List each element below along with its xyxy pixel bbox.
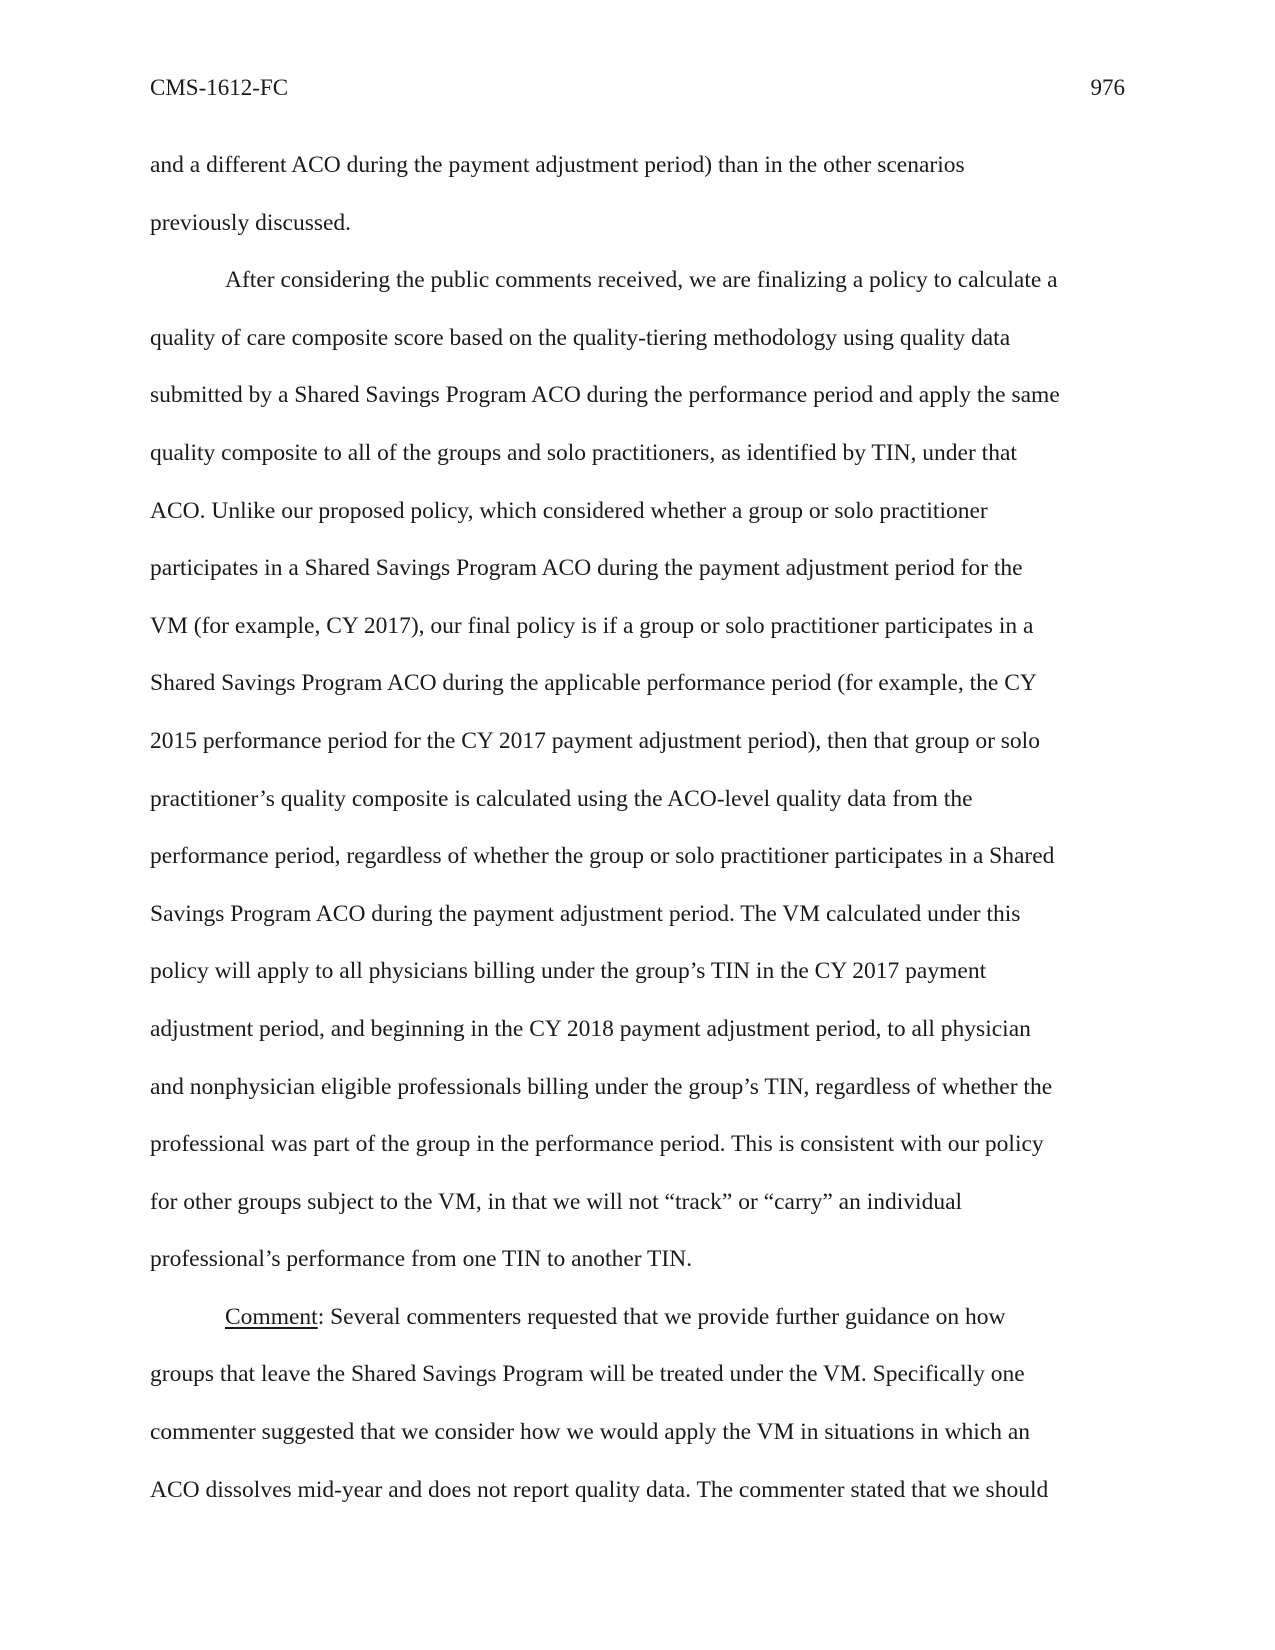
body-line: previously discussed.	[150, 209, 352, 236]
body-line: for other groups subject to the VM, in that we will not “track” or “carry” an individual	[150, 1188, 963, 1215]
body-line: Shared Savings Program ACO during the applicable performance period (for example, the CY	[150, 670, 1037, 697]
page-number: 976	[1090, 75, 1125, 100]
body-line: ACO. Unlike our proposed policy, which considered whether a group or solo practitioner	[150, 497, 988, 524]
page-header	[150, 70, 1125, 106]
comment-line	[150, 1289, 1125, 1347]
body-line: groups that leave the Shared Savings Program will be treated under the VM. Specifically one	[150, 1361, 1025, 1388]
paragraph-start-line: After considering the public comments received, we are finalizing a policy to calculate a	[225, 267, 1058, 294]
body-line: Savings Program ACO during the payment adjustment period. The VM calculated under this	[150, 900, 1021, 927]
document-id: CMS-1612-FC	[150, 75, 289, 100]
body-line: practitioner’s quality composite is calculated using the ACO-level quality data from the	[150, 785, 973, 812]
body-line: ACO dissolves mid-year and does not report quality data. The commenter stated that we should	[150, 1476, 1049, 1503]
body-line: VM (for example, CY 2017), our final policy is if a group or solo practitioner participates in a	[150, 612, 1034, 639]
document-body	[150, 137, 1125, 1519]
body-line: performance period, regardless of whether the group or solo practitioner participates in a Shared	[150, 843, 1055, 870]
body-line: quality of care composite score based on the quality-tiering methodology using quality data	[150, 324, 1011, 351]
body-line: professional’s performance from one TIN to another TIN.	[150, 1246, 693, 1273]
body-line: and a different ACO during the payment adjustment period) than in the other scenarios	[150, 152, 965, 178]
body-line: participates in a Shared Savings Program ACO during the payment adjustment period for the	[150, 555, 1023, 582]
comment-label: Comment	[225, 1303, 318, 1330]
body-line: 2015 performance period for the CY 2017 payment adjustment period), then that group or solo	[150, 727, 1040, 754]
body-line: submitted by a Shared Savings Program ACO during the performance period and apply the same	[150, 382, 1060, 409]
comment-text: : Several commenters requested that we provide further guidance on how	[317, 1303, 1006, 1330]
body-line: policy will apply to all physicians billing under the group’s TIN in the CY 2017 payment	[150, 958, 987, 985]
body-line: commenter suggested that we consider how we would apply the VM in situations in which an	[150, 1419, 1030, 1446]
body-line: adjustment period, and beginning in the CY 2018 payment adjustment period, to all physician	[150, 1015, 1031, 1042]
body-line: and nonphysician eligible professionals billing under the group’s TIN, regardless of whether the	[150, 1073, 1053, 1100]
body-line: quality composite to all of the groups and solo practitioners, as identified by TIN, under that	[150, 439, 1017, 466]
body-line: professional was part of the group in the performance period. This is consistent with our policy	[150, 1131, 1044, 1158]
